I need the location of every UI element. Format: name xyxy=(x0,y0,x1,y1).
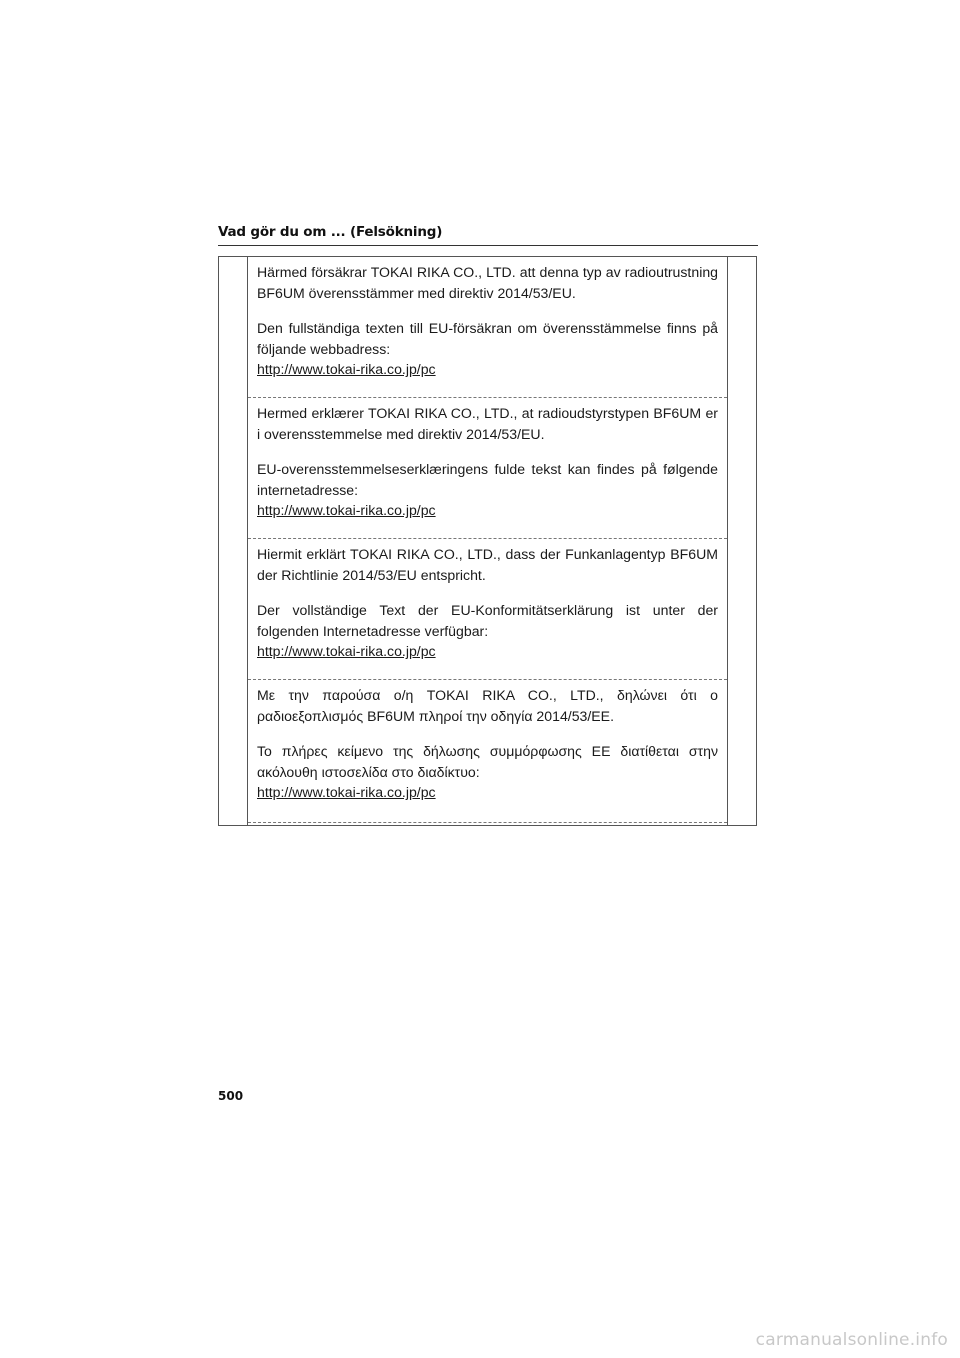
section-title: Vad gör du om ... (Felsökning) xyxy=(218,224,443,240)
fulltext-text: Το πλήρες κείμενο της δήλωσης συμμόρφωσης ΕΕ διατίθεται στην ακόλουθη ιστοσελίδα στο διαδίκτυο: xyxy=(257,743,718,780)
fulltext-text: Der vollständige Text der EU-Konformitätserklärung ist unter der folgenden Internetadresse verfügbar: xyxy=(257,602,718,639)
declaration-block-danish xyxy=(248,398,727,539)
declaration-text: Με την παρούσα ο/η TOKAI RIKA CO., LTD., δηλώνει ότι ο ραδιοεξοπλισμός BF6UM πληροί την οδηγία 2014/53/ΕΕ. xyxy=(257,687,718,724)
declaration-link[interactable]: http://www.tokai-rika.co.jp/pc xyxy=(257,643,436,659)
declaration-table xyxy=(218,256,757,826)
declaration-link[interactable]: http://www.tokai-rika.co.jp/pc xyxy=(257,502,436,518)
page-number: 500 xyxy=(218,1089,244,1103)
fulltext-text: EU-overensstemmelseserklæringens fulde tekst kan findes på følgende internetadresse: xyxy=(257,461,718,498)
declaration-link[interactable]: http://www.tokai-rika.co.jp/pc xyxy=(257,361,436,377)
declaration-block-greek xyxy=(248,680,727,823)
fulltext-text: Den fullständiga texten till EU-försäkran om överensstämmelse finns på följande webbadress: xyxy=(257,320,718,357)
declaration-text: Hiermit erklärt TOKAI RIKA CO., LTD., dass der Funkanlagentyp BF6UM der Richtlinie 2014/53/EU entspricht. xyxy=(257,546,718,583)
page-header xyxy=(218,222,758,246)
declaration-text: Hermed erklærer TOKAI RIKA CO., LTD., at radioudstyrstypen BF6UM er i overensstemmelse med direktiv 2014/53/EU. xyxy=(257,405,718,442)
declaration-text: Härmed försäkrar TOKAI RIKA CO., LTD. att denna typ av radioutrustning BF6UM överensstämmer med direktiv 2014/53/EU. xyxy=(257,264,718,301)
declaration-column xyxy=(247,257,728,825)
declaration-block-swedish xyxy=(248,257,727,398)
watermark: carmanualsonline.info xyxy=(755,1330,948,1350)
declaration-block-german xyxy=(248,539,727,680)
declaration-link[interactable]: http://www.tokai-rika.co.jp/pc xyxy=(257,784,436,800)
